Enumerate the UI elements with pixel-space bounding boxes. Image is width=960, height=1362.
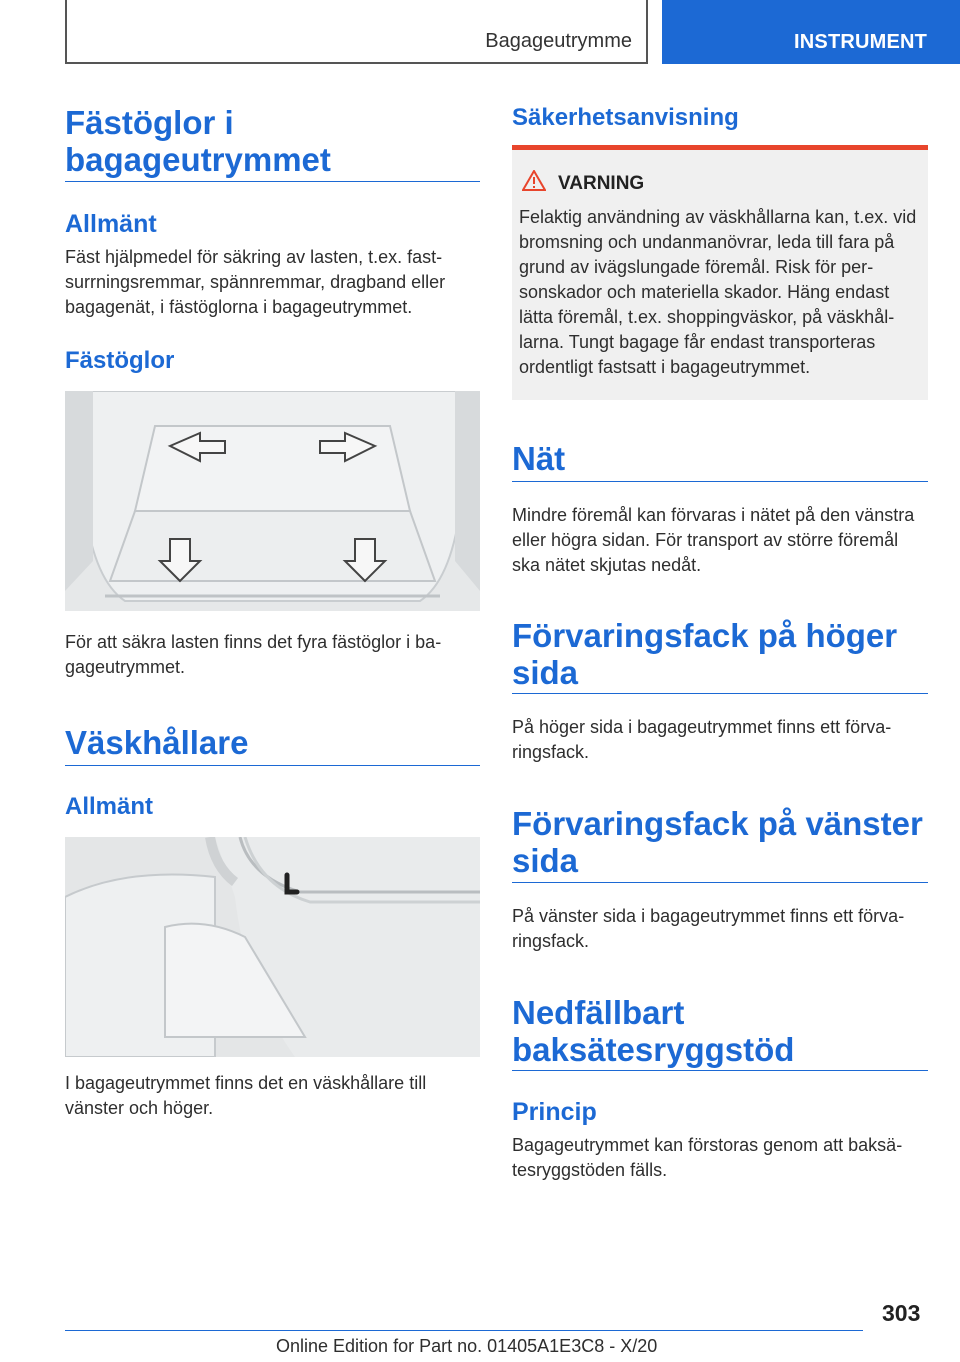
left-storage-title: Förvaringsfack på vänster sida <box>512 805 923 879</box>
right-storage-rule <box>512 693 928 694</box>
bag-hook-caption: I bagageutrymmet finns det en väskhållare till vänster och höger. <box>65 1073 427 1118</box>
net-paragraph: Mindre föremål kan förvaras i nätet på den vänstra eller högra sidan. För transport av större föremål ska nätet skjutas nedåt. <box>512 505 915 575</box>
warning-text: Felaktig användning av väskhållarna kan, t.ex. vid bromsning och undanmanövrar, leda till fara på grund av ivägslungade föremål. Risk för personskador och materiella skador. Häng endast lätta föremål, t.ex. shoppingväskor, på väskhållarna. Tungt bagage får endast transporteras ordentligt fastsatt i bagageutrymmet. <box>519 207 917 377</box>
lashing-eyes-caption: För att säkra lasten finns det fyra fästöglor i bagageutrymmet. <box>65 632 442 677</box>
trunk-lashing-eyes-image <box>65 391 480 611</box>
left-storage-rule <box>512 882 928 883</box>
warning-box <box>512 150 928 400</box>
right-storage-paragraph: På höger sida i bagageutrymmet finns ett förvaringsfack. <box>512 717 892 762</box>
bag-hooks-rule <box>65 765 480 766</box>
principle-paragraph: Bagageutrymmet kan förstoras genom att baksätesryggstöden fälls. <box>512 1135 903 1180</box>
right-storage-title: Förvaringsfack på höger sida <box>512 617 898 691</box>
subheading-general: Allmänt <box>65 210 157 238</box>
header-section-title: Bagageutrymme <box>485 30 632 52</box>
title-rule <box>65 181 480 182</box>
trunk-illustration <box>65 391 480 611</box>
footer-rule <box>65 1330 863 1331</box>
header-box <box>65 0 648 64</box>
bag-hook-illustration <box>65 837 480 1057</box>
principle-subheading: Princip <box>512 1098 597 1126</box>
net-title: Nät <box>512 440 566 477</box>
general-paragraph: Fäst hjälpmedel för säkring av lasten, t.ex. fastsurrningsremmar, spännremmar, dragband eller bagagenät, i fästöglorna i bagageutrymmet. <box>65 247 446 317</box>
subheading-general-2: Allmänt <box>65 793 154 820</box>
main-title: Fästöglor i bagageutrymmet <box>65 104 331 178</box>
safety-title: Säkerhetsanvisning <box>512 104 739 131</box>
fold-seat-title: Nedfällbart baksätesryggstöd <box>512 994 795 1068</box>
warning-triangle-icon <box>522 170 546 196</box>
fold-seat-rule <box>512 1070 928 1071</box>
page-number: 303 <box>882 1300 921 1326</box>
header-chapter-tab: INSTRUMENT <box>662 0 960 64</box>
net-rule <box>512 481 928 482</box>
bag-hook-image <box>65 837 480 1057</box>
left-storage-paragraph: På vänster sida i bagageutrymmet finns ett förvaringsfack. <box>512 906 905 951</box>
footer-edition-text: Online Edition for Part no. 01405A1E3C8 - X/20 <box>276 1336 658 1356</box>
subheading-lashing-eyes: Fästöglor <box>65 347 175 374</box>
section-title-bag-hooks: Väskhållare <box>65 724 249 761</box>
warning-label: VARNING <box>558 173 645 194</box>
